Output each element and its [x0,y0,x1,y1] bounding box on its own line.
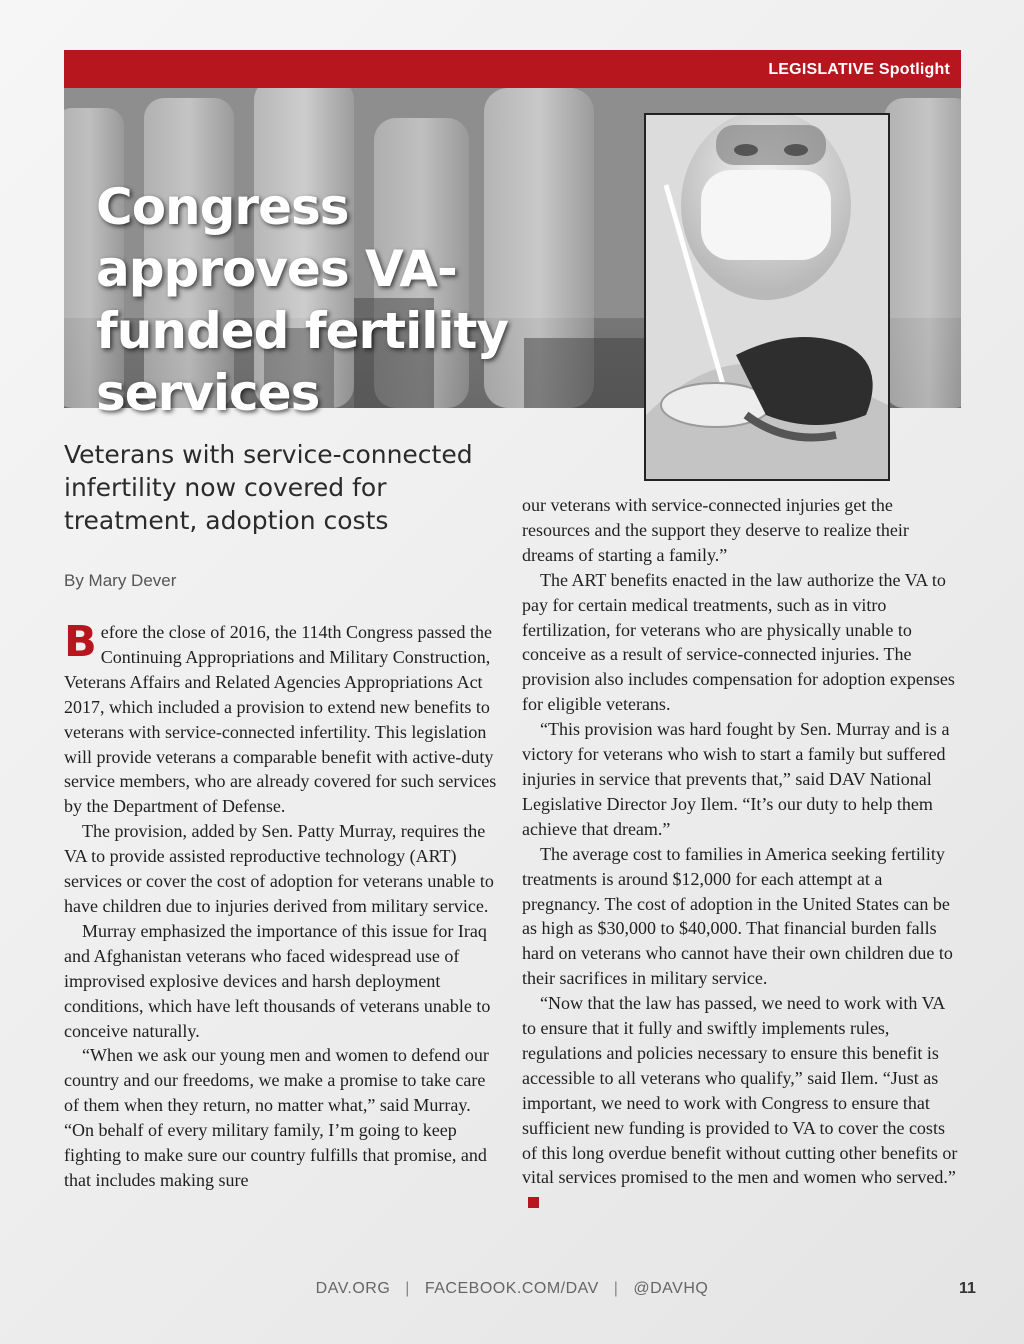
paragraph: Murray emphasized the importance of this issue for Iraq and Afghanistan veterans who faced widespread use of improvised explosive devices and harsh deployment conditions, which have left thousands of veterans unable to conceive naturally. [64,920,491,1041]
paragraph [522,991,960,1215]
paragraph: “This provision was hard fought by Sen. Murray and is a victory for veterans who wish to start a family but suffered injuries in service that prevents that,” said DAV National Legislative Director Joy Ilem. “It’s our duty to help them achieve that dream.” [522,719,950,839]
paragraph: “When we ask our young men and women to defend our country and our freedoms, we make a promise to take care of them when they return, no matter what,” said Murray. “On behalf of every military family, I’m going to keep fighting to make sure our country fulfills that promise, and that includes making sure [64,1045,489,1190]
end-mark-icon [528,1197,539,1208]
section-label: LEGISLATIVE Spotlight [768,61,950,78]
article-column-1 [64,617,500,1193]
footer-link-website[interactable]: DAV.ORG [315,1280,391,1297]
byline: By Mary Dever [64,571,177,590]
paragraph: our veterans with service-connected injuries get the resources and the support they deserve to realize their dreams of starting a family.” [522,495,909,565]
article-subhead: Veterans with service-connected infertility now covered for treatment, adoption costs [64,440,473,535]
footer-separator: | [613,1280,619,1297]
footer [0,1280,1024,1298]
paragraph: The ART benefits enacted in the law authorize the VA to pay for certain medical treatments, such as in vitro fertilization, for veterans who are physically unable to conceive as a result of service-connected injuries. The provision also includes compensation for adoption expenses for eligible veterans. [522,569,955,715]
article-headline: Congress approves VA-funded fertility services [96,178,508,422]
paragraph-text: efore the close of 2016, the 114th Congress passed the Continuing Appropriations and Military Construction, Veterans Affairs and Related Agencies Appropriations Act 2017, which included a provision to extend new benefits to veterans with service-connected infertility. This legislation will provide veterans a comparable benefit with active-duty service members, who are already covered for such services by the Department of Defense. [64,622,497,817]
lab-technician-illustration [646,115,888,479]
inset-photo [644,113,890,481]
article-column-2 [522,493,960,1215]
footer-link-facebook[interactable]: FACEBOOK.COM/DAV [424,1280,599,1297]
paragraph: The provision, added by Sen. Patty Murray, requires the VA to provide assisted reproductive technology (ART) services or cover the cost of adoption for veterans unable to have children due to injuries derived from military service. [64,821,494,916]
drop-cap: B [64,617,97,667]
paragraph [64,617,500,819]
paragraph: The average cost to families in America seeking fertility treatments is around $12,000 for each attempt at a pregnancy. The cost of adoption in the United States can be as high as $30,000 to $40,000. That financial burden falls hard on veterans who cannot have their own children due to their sacrifices in military service. [522,843,953,989]
footer-link-twitter[interactable]: @DAVHQ [633,1280,709,1297]
footer-separator: | [405,1280,410,1297]
page-number: 11 [959,1280,976,1297]
paragraph-text: “Now that the law has passed, we need to work with VA to ensure that it fully and swiftly implements rules, regulations and policies necessary to ensure this benefit is accessible to all veterans who qualify,” said Ilem. “Just as important, we need to work with Congress to ensure that sufficient new funding is provided to VA to cover the costs of this long overdue benefit without cutting other benefits or vital services promised to the men and women who served.” [522,993,958,1188]
